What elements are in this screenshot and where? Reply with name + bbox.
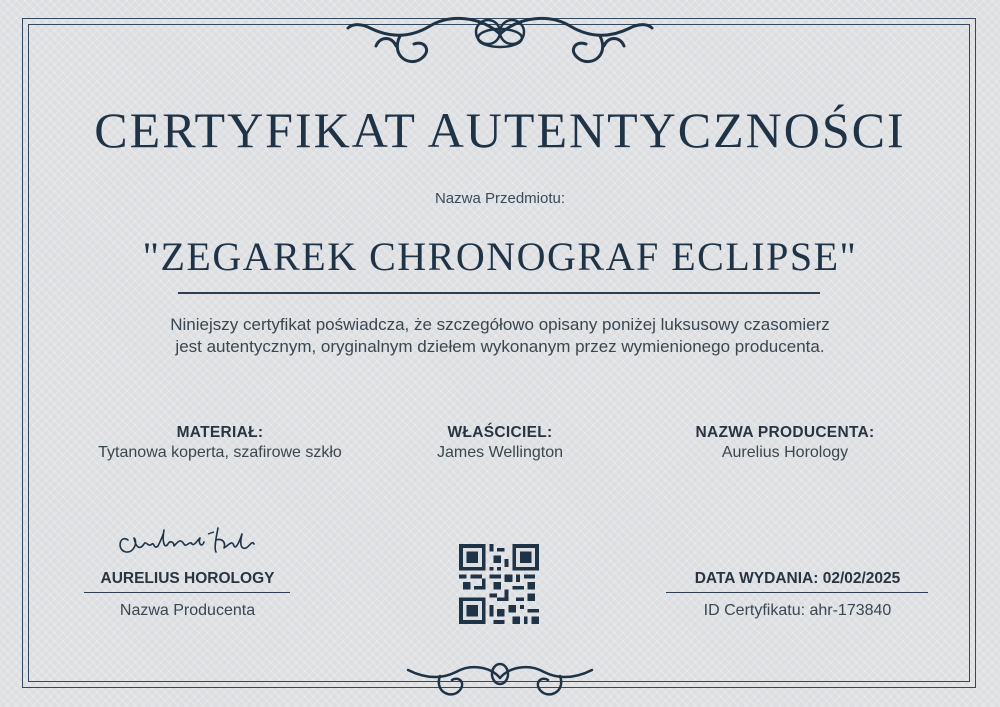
manufacturer-value: Aurelius Horology bbox=[721, 444, 849, 461]
manufacturer-field bbox=[615, 424, 955, 462]
issue-date-line bbox=[666, 592, 928, 593]
issuer-caption: Nazwa Producenta bbox=[119, 602, 256, 619]
issue-date: DATA WYDANIA: 02/02/2025 bbox=[694, 570, 901, 587]
item-name: "ZEGAREK CHRONOGRAF ECLIPSE" bbox=[142, 234, 858, 279]
qr-code-icon bbox=[459, 544, 539, 624]
issuer-name: AURELIUS HOROLOGY bbox=[100, 570, 275, 587]
material-value: Tytanowa koperta, szafirowe szkło bbox=[98, 444, 342, 461]
handwritten-signature bbox=[112, 520, 272, 566]
material-label: MATERIAŁ: bbox=[176, 424, 264, 441]
owner-field bbox=[370, 424, 630, 462]
certificate-statement: Niniejszy certyfikat poświadcza, że szczegółowo opisany poniżej luksusowy czasomierz jest autentycznym, oryginalnym dziełem wykonanym przez wymienionego producenta. bbox=[170, 315, 830, 356]
item-name-label: Nazwa Przedmiotu: bbox=[434, 190, 566, 207]
material-field bbox=[45, 424, 395, 462]
certificate-title: CERTYFIKAT AUTENTYCZNOŚCI bbox=[94, 102, 906, 158]
top-flourish-ornament-icon bbox=[340, 6, 660, 76]
bottom-flourish-ornament-icon bbox=[400, 652, 600, 704]
owner-value: James Wellington bbox=[437, 444, 563, 461]
issuer-signature-line bbox=[84, 592, 290, 593]
certificate-id: ID Certyfikatu: ahr-173840 bbox=[703, 602, 892, 619]
item-name-underline bbox=[178, 292, 820, 294]
owner-label: WŁAŚCICIEL: bbox=[447, 424, 553, 441]
manufacturer-label: NAZWA PRODUCENTA: bbox=[695, 424, 875, 441]
